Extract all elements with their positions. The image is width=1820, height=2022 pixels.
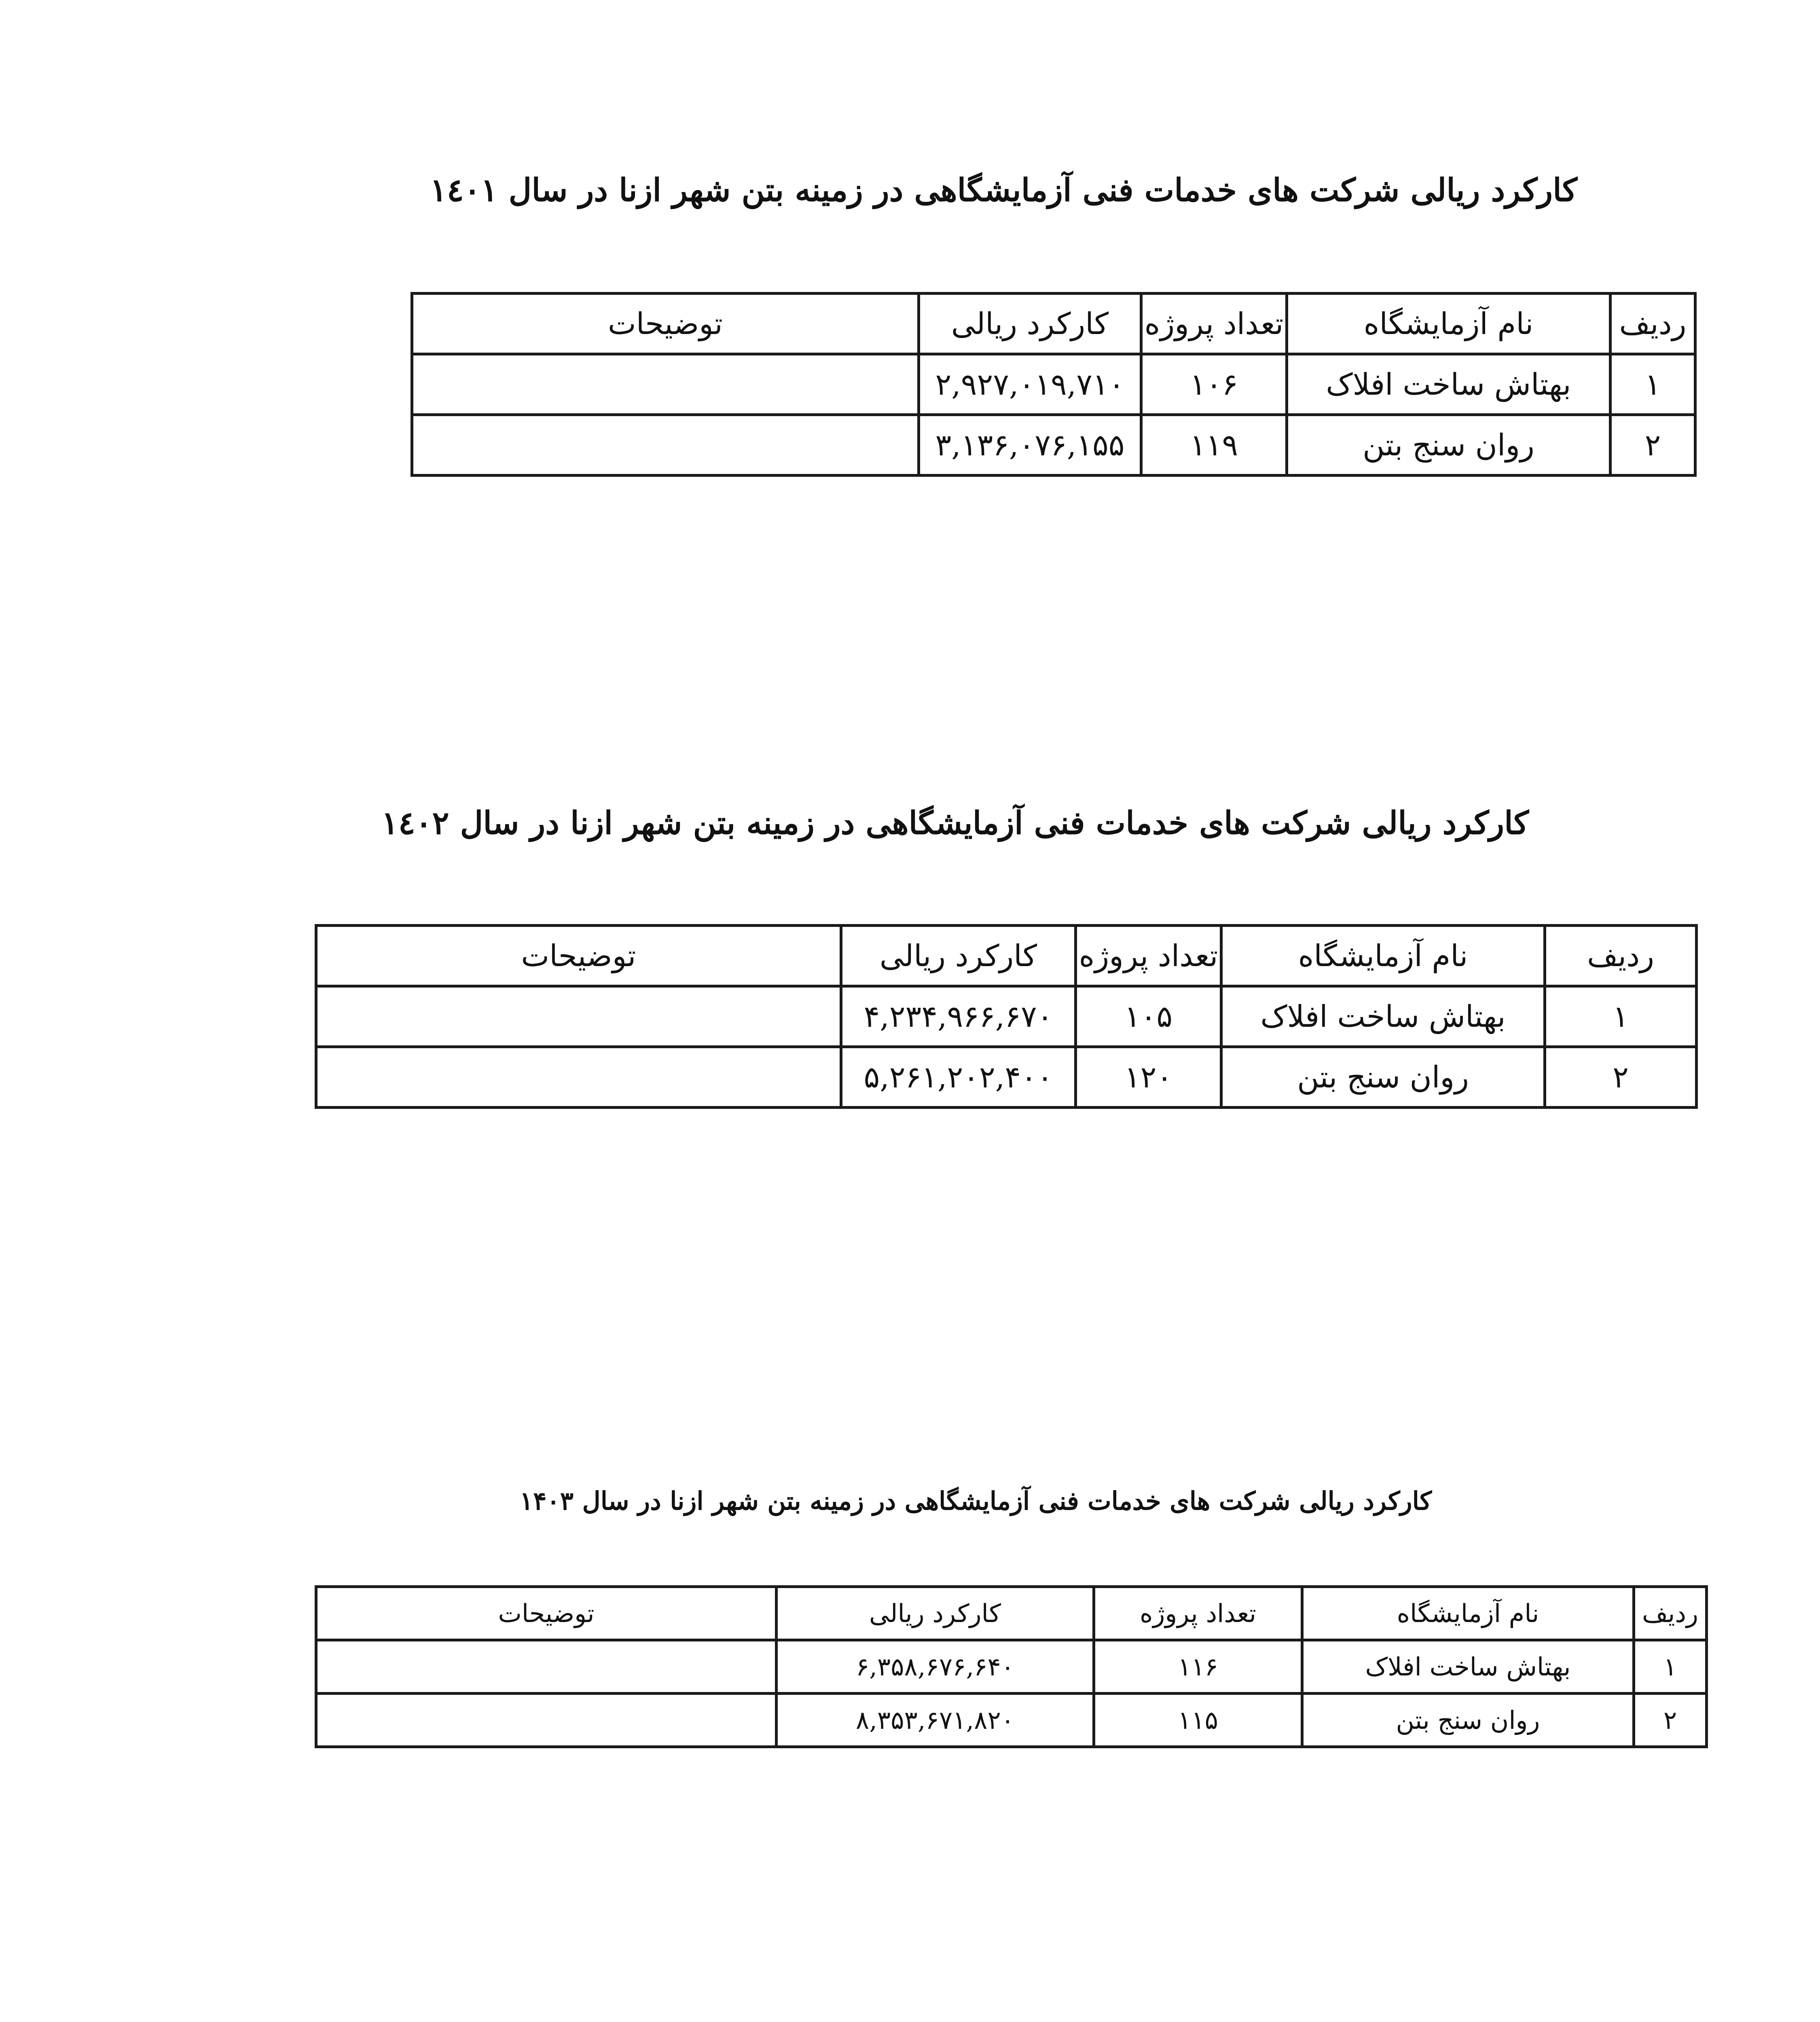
report-table-1401 bbox=[411, 292, 1697, 477]
cell-notes bbox=[412, 354, 919, 415]
cell-project-count: ۱۱۹ bbox=[1141, 415, 1287, 476]
cell-revenue: ۸,۳۵۳,۶۷۱,۸۲۰ bbox=[777, 1694, 1094, 1747]
section-title-1403: کارکرد ریالی شرکت های خدمات فنی آزمایشگاهی در زمینه بتن شهر ازنا در سال ۱۴۰۳ bbox=[519, 1486, 1432, 1516]
table-header-row bbox=[316, 926, 1697, 986]
cell-revenue: ۵,۲۶۱,۲۰۲,۴۰۰ bbox=[841, 1047, 1076, 1108]
table-header-row bbox=[412, 294, 1695, 354]
report-table-1403 bbox=[315, 1585, 1708, 1748]
cell-row-number: ۱ bbox=[1634, 1640, 1707, 1694]
cell-revenue: ۲,۹۲۷,۰۱۹,۷۱۰ bbox=[919, 354, 1141, 415]
header-notes: توضیحات bbox=[316, 926, 841, 986]
table-row bbox=[316, 1640, 1707, 1694]
cell-notes bbox=[316, 986, 841, 1047]
header-row-number: ردیف bbox=[1634, 1587, 1707, 1640]
header-lab-name: نام آزمایشگاه bbox=[1221, 926, 1545, 986]
cell-row-number: ۱ bbox=[1545, 986, 1697, 1047]
cell-notes bbox=[412, 415, 919, 476]
cell-row-number: ۲ bbox=[1610, 415, 1695, 476]
cell-revenue: ۴,۲۳۴,۹۶۶,۶۷۰ bbox=[841, 986, 1076, 1047]
cell-notes bbox=[316, 1694, 777, 1747]
cell-notes bbox=[316, 1047, 841, 1108]
cell-lab-name: بهتاش ساخت افلاک bbox=[1302, 1640, 1634, 1694]
cell-row-number: ۲ bbox=[1545, 1047, 1697, 1108]
table-header-row bbox=[316, 1587, 1707, 1640]
table-row bbox=[316, 1694, 1707, 1747]
table-row bbox=[316, 986, 1697, 1047]
header-project-count: تعداد پروژه bbox=[1141, 294, 1287, 354]
cell-lab-name: بهتاش ساخت افلاک bbox=[1221, 986, 1545, 1047]
header-revenue: کارکرد ریالی bbox=[777, 1587, 1094, 1640]
table-row bbox=[412, 354, 1695, 415]
cell-lab-name: بهتاش ساخت افلاک bbox=[1287, 354, 1610, 415]
table-row bbox=[316, 1047, 1697, 1108]
header-project-count: تعداد پروژه bbox=[1076, 926, 1221, 986]
cell-project-count: ۱۰۵ bbox=[1076, 986, 1221, 1047]
cell-row-number: ۱ bbox=[1610, 354, 1695, 415]
table-row bbox=[412, 415, 1695, 476]
section-title-1401: کارکرد ریالی شرکت های خدمات فنی آزمایشگاهی در زمینه بتن شهر ازنا در سال ۱٤۰۱ bbox=[430, 172, 1577, 209]
header-row-number: ردیف bbox=[1610, 294, 1695, 354]
cell-lab-name: روان سنج بتن bbox=[1221, 1047, 1545, 1108]
header-notes: توضیحات bbox=[316, 1587, 777, 1640]
header-lab-name: نام آزمایشگاه bbox=[1287, 294, 1610, 354]
cell-lab-name: روان سنج بتن bbox=[1302, 1694, 1634, 1747]
header-notes: توضیحات bbox=[412, 294, 919, 354]
cell-row-number: ۲ bbox=[1634, 1694, 1707, 1747]
header-revenue: کارکرد ریالی bbox=[919, 294, 1141, 354]
cell-notes bbox=[316, 1640, 777, 1694]
cell-revenue: ۶,۳۵۸,۶۷۶,۶۴۰ bbox=[777, 1640, 1094, 1694]
cell-project-count: ۱۱۶ bbox=[1094, 1640, 1302, 1694]
cell-project-count: ۱۲۰ bbox=[1076, 1047, 1221, 1108]
header-row-number: ردیف bbox=[1545, 926, 1697, 986]
cell-project-count: ۱۰۶ bbox=[1141, 354, 1287, 415]
section-title-1402: کارکرد ریالی شرکت های خدمات فنی آزمایشگاهی در زمینه بتن شهر ازنا در سال ۱٤۰۲ bbox=[381, 805, 1529, 842]
cell-revenue: ۳,۱۳۶,۰۷۶,۱۵۵ bbox=[919, 415, 1141, 476]
cell-lab-name: روان سنج بتن bbox=[1287, 415, 1610, 476]
cell-project-count: ۱۱۵ bbox=[1094, 1694, 1302, 1747]
report-table-1402 bbox=[315, 924, 1698, 1109]
header-lab-name: نام آزمایشگاه bbox=[1302, 1587, 1634, 1640]
header-revenue: کارکرد ریالی bbox=[841, 926, 1076, 986]
header-project-count: تعداد پروژه bbox=[1094, 1587, 1302, 1640]
